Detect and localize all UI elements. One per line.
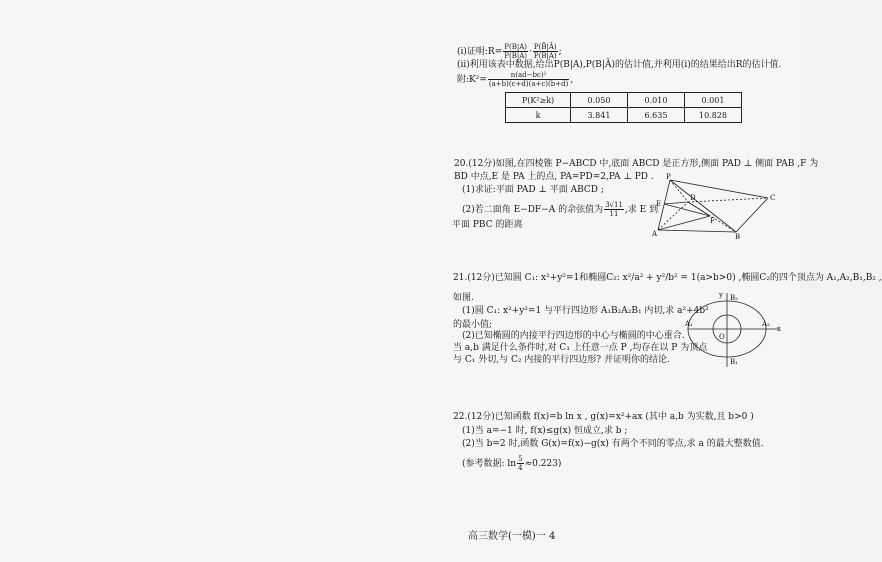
table-cell: 0.050 xyxy=(571,93,628,108)
k-table xyxy=(505,92,742,123)
label-b2: B₂ xyxy=(730,294,738,302)
q21-line2: 如图. xyxy=(453,293,474,303)
table-cell: P(K²≥k) xyxy=(506,93,571,108)
table-cell: 0.010 xyxy=(628,93,685,108)
label-e: E xyxy=(656,200,662,208)
q21-line7: 与 C₁ 外切,与 C₂ 内接的平行四边形? 并证明你的结论. xyxy=(453,355,670,365)
q21-line6: 当 a,b 满足什么条件时,对 C₁ 上任意一点 P ,均存在以 P 为顶点 xyxy=(453,343,708,353)
q22-line2: (1)当 a=−1 时, f(x)≤g(x) 恒成立,求 b ; xyxy=(462,426,628,436)
label-a2: A₂ xyxy=(762,320,770,328)
q19-formula: 附:K²= $\frac{\text{n(ad−bc)²}}{(a+b)(c+d)(a+c)(b+d)}$ , xyxy=(457,71,574,88)
label-d: D xyxy=(690,194,696,202)
q20-line3: (1)求证:平面 PAD ⊥ 平面 ABCD ; xyxy=(462,185,604,195)
q21-line4: 的最小值; xyxy=(453,320,493,330)
q21-line1: 21.(12分)已知圆 C₁: x²+y²=1和椭圆C₂: x²/a² + y²/b² = 1(a>b>0) ,椭圆C₂的四个顶点为 A₁,A₂,B₁,B₂ , xyxy=(453,273,882,283)
label-a1: A₁ xyxy=(685,320,693,328)
q22-line3: (2)当 b=2 时,函数 G(x)=f(x)−g(x) 有两个不同的零点,求 a 的最大整数值. xyxy=(462,439,764,449)
q21-line5: (2)已知椭圆的内接平行四边形的中心与椭圆的中心重合. xyxy=(462,331,685,341)
label-f: F xyxy=(710,217,715,225)
q22-line4: (参考数据: ln $\frac{5}{4}$ ≈0.223) xyxy=(462,455,562,472)
label-p: P xyxy=(666,173,671,181)
label-y: y xyxy=(719,291,723,299)
label-x: x xyxy=(777,325,781,333)
table-row xyxy=(506,93,742,108)
q20-line5: 平面 PBC 的距离 xyxy=(452,220,523,230)
table-cell: 6.635 xyxy=(628,108,685,123)
label-b1: B₁ xyxy=(730,358,738,366)
table-cell: 0.001 xyxy=(685,93,742,108)
q19-part-i: (i)证明:R= $\frac{P(B|A)}{P(B̄|A)}$ · $\frac{P(B̄|Ā)}{P(B|Ā)}$ ; xyxy=(457,43,562,60)
ellipse-figure xyxy=(684,289,784,369)
label-o: O xyxy=(719,333,725,341)
page-footer: 高三数学(一模)一 4 xyxy=(468,531,556,542)
pyramid-figure xyxy=(648,172,780,240)
q20-line4: (2)若二面角 E−DF−A 的余弦值为 $\frac{3√11}{11}$ ,求 E 到 xyxy=(462,201,659,218)
label-b: B xyxy=(735,233,741,241)
label-c: C xyxy=(770,194,776,202)
table-row xyxy=(506,108,742,123)
q20-line2: BD 中点,E 是 PA 上的点, PA=PD=2,PA ⊥ PD . xyxy=(454,172,654,182)
table-cell: k xyxy=(506,108,571,123)
q19-part-ii: (ii)利用该表中数据,给出P(B|A),P(B|Ā)的估计值,并利用(i)的结果给出R的估计值. xyxy=(457,60,782,70)
q21-line3: (1)圆 C₁: x²+y²=1 与平行四边形 A₁B₂A₂B₁ 内切,求 a²+4b² xyxy=(462,306,709,316)
table-cell: 3.841 xyxy=(571,108,628,123)
q22-line1: 22.(12分)已知函数 f(x)=b ln x , g(x)=x²+ax (其中 a,b 为实数,且 b>0 ) xyxy=(453,412,754,422)
table-cell: 10.828 xyxy=(685,108,742,123)
label-a: A xyxy=(652,230,658,238)
q20-line1: 20.(12分)如图,在四棱锥 P−ABCD 中,底面 ABCD 是正方形,侧面 PAD ⊥ 侧面 PAB ,F 为 xyxy=(454,159,819,169)
